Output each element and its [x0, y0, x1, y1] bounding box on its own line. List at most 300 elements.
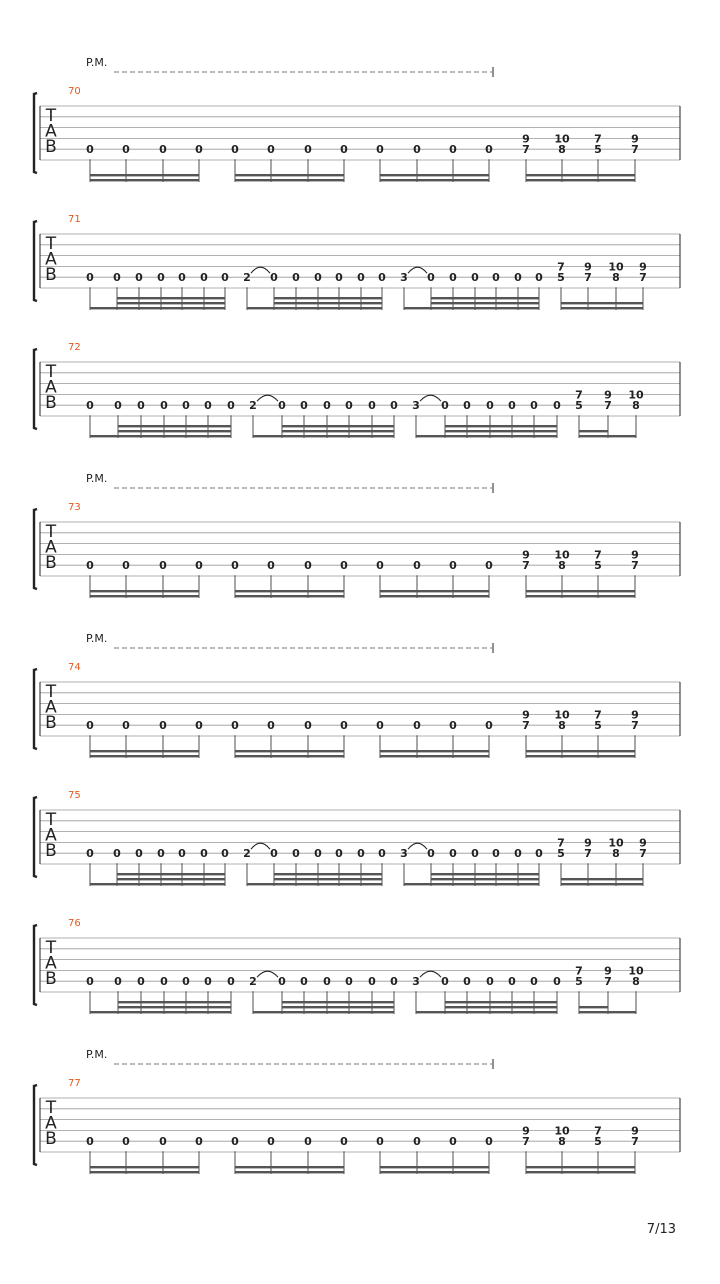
tab-note: 0 [200, 847, 208, 861]
tab-note: 0 [195, 143, 203, 157]
beam [90, 435, 231, 437]
beam [431, 878, 539, 880]
system-bracket [34, 509, 37, 589]
tab-note: 0 [390, 975, 398, 989]
beam [90, 179, 199, 181]
slide-arc [251, 267, 270, 273]
tab-note: 0 [304, 559, 312, 573]
beam [561, 883, 643, 885]
tab-note: 0 [221, 847, 229, 861]
system-bracket [34, 1085, 37, 1165]
tab-note: 0 [160, 975, 168, 989]
tab-note: 0 [159, 719, 167, 733]
tab-note: 0 [231, 143, 239, 157]
tab-note: 0 [137, 975, 145, 989]
palm-mute-label: P.M. [86, 1048, 108, 1061]
tab-note: 0 [535, 847, 543, 861]
chord-note-low: 7 [604, 975, 612, 989]
measure-number: 70 [68, 86, 81, 97]
tab-note: 0 [278, 399, 286, 413]
tab-note: 0 [267, 559, 275, 573]
tab-note: 0 [231, 719, 239, 733]
tab-clef-letter: T [45, 234, 57, 254]
beam [117, 873, 225, 875]
chord-note-high: 10 [628, 964, 644, 978]
chord-note-high: 9 [522, 132, 530, 146]
system-bracket [34, 669, 37, 749]
chord-note-high: 9 [522, 708, 530, 722]
chord-note-low: 7 [604, 399, 612, 413]
beam [90, 307, 225, 309]
beam [90, 750, 199, 752]
tab-clef-letter: T [45, 938, 57, 958]
tab-note: 0 [86, 399, 94, 413]
beam [380, 174, 489, 176]
chord-note-high: 7 [594, 1124, 602, 1138]
tab-note: 0 [195, 719, 203, 733]
chord-note-low: 5 [594, 719, 602, 733]
chord-note-low: 5 [594, 559, 602, 573]
chord-note-high: 9 [631, 1124, 639, 1138]
measure-number: 74 [68, 662, 81, 673]
chord-note-high: 7 [557, 260, 565, 274]
tab-clef-letter: A [45, 1113, 57, 1134]
chord-note-high: 9 [639, 260, 647, 274]
beam [282, 1006, 394, 1008]
chord-note-low: 8 [558, 719, 566, 733]
tab-note: 0 [113, 847, 121, 861]
beam [561, 302, 643, 304]
tab-clef-letter: A [45, 537, 57, 558]
tab-note: 0 [357, 847, 365, 861]
tab-note: 0 [340, 1135, 348, 1149]
tab-note: 0 [486, 399, 494, 413]
measure-number: 72 [68, 342, 81, 353]
tab-note: 0 [182, 975, 190, 989]
chord-note-low: 5 [557, 271, 565, 285]
beam [235, 590, 344, 592]
tab-note: 0 [427, 847, 435, 861]
beam [445, 430, 557, 432]
tab-note: 0 [335, 271, 343, 285]
tab-note: 0 [449, 847, 457, 861]
beam [380, 1171, 489, 1173]
tab-note: 0 [449, 271, 457, 285]
chord-note-high: 9 [631, 708, 639, 722]
chord-note-low: 5 [594, 1135, 602, 1149]
tab-note: 0 [113, 271, 121, 285]
tab-clef-letter: B [45, 969, 57, 989]
beam [247, 307, 382, 309]
tab-note: 0 [159, 559, 167, 573]
tab-note: 0 [345, 975, 353, 989]
beam [579, 430, 608, 432]
tab-note: 0 [86, 559, 94, 573]
tab-note: 0 [323, 975, 331, 989]
chord-note-low: 5 [575, 975, 583, 989]
chord-note-high: 9 [522, 548, 530, 562]
tab-note: 0 [508, 975, 516, 989]
tab-note: 0 [86, 847, 94, 861]
tab-note: 0 [485, 719, 493, 733]
tab-note: 0 [463, 975, 471, 989]
tab-note: 0 [376, 559, 384, 573]
tab-note: 0 [413, 143, 421, 157]
beam [274, 302, 382, 304]
tab-note: 0 [86, 1135, 94, 1149]
tab-note: 3 [400, 271, 408, 285]
chord-note-high: 10 [608, 836, 624, 850]
tab-note: 0 [122, 1135, 130, 1149]
beam [274, 873, 382, 875]
tab-note: 0 [159, 1135, 167, 1149]
tab-note: 0 [441, 399, 449, 413]
beam [247, 883, 382, 885]
slide-arc [420, 971, 441, 977]
tab-note: 0 [413, 1135, 421, 1149]
chord-note-high: 10 [608, 260, 624, 274]
tab-note: 0 [227, 399, 235, 413]
tab-note: 3 [412, 975, 420, 989]
slide-arc [251, 843, 270, 849]
beam [526, 1171, 635, 1173]
tab-note: 0 [304, 719, 312, 733]
tab-note: 0 [378, 847, 386, 861]
tab-note: 0 [182, 399, 190, 413]
measure-number: 75 [68, 790, 81, 801]
beam [431, 873, 539, 875]
chord-note-high: 9 [604, 388, 612, 402]
tab-clef-letter: T [45, 1098, 57, 1118]
tab-note: 0 [449, 143, 457, 157]
chord-note-high: 10 [554, 548, 570, 562]
beam [431, 297, 539, 299]
tab-note: 0 [340, 143, 348, 157]
beam [90, 883, 225, 885]
chord-note-low: 8 [558, 143, 566, 157]
chord-note-high: 10 [554, 708, 570, 722]
chord-note-high: 9 [584, 836, 592, 850]
beam [235, 595, 344, 597]
chord-note-high: 10 [554, 132, 570, 146]
tab-note: 0 [267, 719, 275, 733]
tab-note: 0 [492, 271, 500, 285]
tab-note: 0 [514, 847, 522, 861]
tab-note: 0 [270, 271, 278, 285]
beam [274, 878, 382, 880]
tab-system-76 [34, 918, 680, 1014]
tab-note: 0 [231, 1135, 239, 1149]
tab-note: 2 [243, 847, 251, 861]
tab-clef-letter: B [45, 393, 57, 413]
tab-clef-letter: T [45, 106, 57, 126]
beam [117, 302, 225, 304]
beam [526, 750, 635, 752]
tab-note: 0 [345, 399, 353, 413]
beam [445, 425, 557, 427]
chord-note-low: 8 [558, 559, 566, 573]
chord-note-low: 7 [584, 847, 592, 861]
tab-note: 0 [304, 143, 312, 157]
beam [445, 1001, 557, 1003]
beam [90, 590, 199, 592]
chord-note-low: 5 [575, 399, 583, 413]
beam [90, 1166, 199, 1168]
tab-note: 0 [449, 719, 457, 733]
tab-note: 0 [449, 1135, 457, 1149]
beam [90, 174, 199, 176]
chord-note-low: 8 [612, 271, 620, 285]
beam [380, 595, 489, 597]
system-bracket [34, 221, 37, 301]
beam [526, 755, 635, 757]
tab-note: 0 [413, 559, 421, 573]
tab-clef-letter: A [45, 377, 57, 398]
tab-note: 0 [204, 399, 212, 413]
tab-note: 0 [471, 271, 479, 285]
chord-note-high: 9 [631, 132, 639, 146]
tab-note: 0 [323, 399, 331, 413]
beam [526, 590, 635, 592]
chord-note-high: 9 [584, 260, 592, 274]
chord-note-low: 7 [522, 559, 530, 573]
slide-arc [420, 395, 441, 401]
beam [579, 1006, 608, 1008]
slide-arc [257, 395, 278, 401]
tab-note: 0 [227, 975, 235, 989]
tab-note: 0 [340, 719, 348, 733]
beam [90, 1011, 231, 1013]
tab-note: 0 [114, 975, 122, 989]
tab-note: 2 [249, 399, 257, 413]
chord-note-low: 5 [594, 143, 602, 157]
tab-note: 0 [553, 399, 561, 413]
tab-note: 0 [553, 975, 561, 989]
slide-arc [408, 267, 427, 273]
beam [282, 430, 394, 432]
chord-note-high: 9 [604, 964, 612, 978]
chord-note-low: 7 [631, 1135, 639, 1149]
measure-number: 73 [68, 502, 81, 513]
tab-note: 0 [314, 271, 322, 285]
tab-note: 0 [122, 559, 130, 573]
system-bracket [34, 349, 37, 429]
tab-system-70 [34, 56, 680, 182]
tab-note: 0 [463, 399, 471, 413]
tab-note: 0 [530, 975, 538, 989]
beam [404, 883, 539, 885]
beam [380, 1166, 489, 1168]
tab-note: 0 [300, 399, 308, 413]
tab-system-77 [34, 1048, 680, 1174]
beam [526, 179, 635, 181]
tab-note: 0 [335, 847, 343, 861]
tab-note: 0 [514, 271, 522, 285]
tab-note: 0 [137, 399, 145, 413]
tab-note: 0 [231, 559, 239, 573]
beam [380, 755, 489, 757]
beam [117, 297, 225, 299]
beam [235, 1166, 344, 1168]
tab-note: 0 [178, 847, 186, 861]
beam [90, 755, 199, 757]
palm-mute-label: P.M. [86, 56, 108, 69]
system-bracket [34, 93, 37, 173]
chord-note-low: 7 [639, 847, 647, 861]
tab-clef-letter: A [45, 825, 57, 846]
beam [118, 1006, 231, 1008]
palm-mute-label: P.M. [86, 472, 108, 485]
tab-note: 0 [204, 975, 212, 989]
chord-note-high: 7 [594, 132, 602, 146]
beam [561, 307, 643, 309]
tab-note: 0 [485, 143, 493, 157]
measure-number: 77 [68, 1078, 81, 1089]
tab-system-72 [34, 342, 680, 438]
palm-mute-label: P.M. [86, 632, 108, 645]
tab-note: 2 [243, 271, 251, 285]
beam [253, 1011, 394, 1013]
tab-clef-letter: A [45, 121, 57, 142]
beam [235, 179, 344, 181]
tab-note: 0 [508, 399, 516, 413]
chord-note-high: 7 [575, 964, 583, 978]
tab-clef-letter: T [45, 810, 57, 830]
tab-note: 0 [270, 847, 278, 861]
tab-note: 0 [195, 559, 203, 573]
tab-note: 0 [114, 399, 122, 413]
chord-note-high: 10 [628, 388, 644, 402]
tab-note: 0 [485, 559, 493, 573]
chord-note-high: 9 [522, 1124, 530, 1138]
chord-note-low: 8 [558, 1135, 566, 1149]
tab-clef-letter: A [45, 697, 57, 718]
chord-note-low: 7 [631, 719, 639, 733]
tab-clef-letter: A [45, 249, 57, 270]
tab-note: 0 [292, 847, 300, 861]
tab-system-75 [34, 790, 680, 886]
tab-system-71 [34, 214, 680, 310]
tab-note: 0 [535, 271, 543, 285]
tab-note: 0 [441, 975, 449, 989]
tab-note: 0 [486, 975, 494, 989]
chord-note-low: 7 [584, 271, 592, 285]
tab-note: 0 [221, 271, 229, 285]
beam [380, 590, 489, 592]
tab-note: 0 [368, 975, 376, 989]
chord-note-low: 8 [632, 975, 640, 989]
tab-note: 0 [368, 399, 376, 413]
tab-clef-letter: B [45, 265, 57, 285]
tab-note: 0 [314, 847, 322, 861]
tab-clef-letter: B [45, 553, 57, 573]
tab-note: 0 [86, 271, 94, 285]
tab-note: 0 [157, 847, 165, 861]
tab-note: 0 [304, 1135, 312, 1149]
measure-number: 76 [68, 918, 81, 929]
beam [235, 750, 344, 752]
tab-note: 3 [412, 399, 420, 413]
tab-note: 2 [249, 975, 257, 989]
beam [253, 435, 394, 437]
tab-note: 0 [449, 559, 457, 573]
beam [90, 595, 199, 597]
tab-note: 0 [86, 143, 94, 157]
tab-note: 0 [378, 271, 386, 285]
tab-note: 0 [86, 719, 94, 733]
tab-note: 0 [376, 1135, 384, 1149]
chord-note-low: 7 [631, 143, 639, 157]
beam [579, 435, 636, 437]
tab-note: 0 [157, 271, 165, 285]
tab-note: 0 [267, 143, 275, 157]
tab-clef-letter: T [45, 682, 57, 702]
chord-note-high: 7 [594, 548, 602, 562]
beam [431, 302, 539, 304]
chord-note-low: 8 [612, 847, 620, 861]
tab-note: 0 [278, 975, 286, 989]
beam [380, 179, 489, 181]
chord-note-low: 8 [632, 399, 640, 413]
beam [416, 1011, 557, 1013]
tab-note: 0 [390, 399, 398, 413]
beam [445, 1006, 557, 1008]
chord-note-low: 7 [522, 143, 530, 157]
measure-number: 71 [68, 214, 81, 225]
tab-clef-letter: B [45, 1129, 57, 1149]
tab-note: 0 [427, 271, 435, 285]
tab-note: 0 [122, 143, 130, 157]
tab-note: 0 [485, 1135, 493, 1149]
chord-note-low: 5 [557, 847, 565, 861]
tab-note: 0 [160, 399, 168, 413]
tab-note: 0 [340, 559, 348, 573]
tab-note: 0 [376, 143, 384, 157]
slide-arc [408, 843, 427, 849]
tab-clef-letter: B [45, 137, 57, 157]
beam [526, 595, 635, 597]
tab-note: 0 [471, 847, 479, 861]
page-number: 7/13 [646, 1222, 676, 1237]
tab-note: 0 [357, 271, 365, 285]
slide-arc [257, 971, 278, 977]
beam [118, 425, 231, 427]
tab-system-74 [34, 632, 680, 758]
tab-note: 0 [267, 1135, 275, 1149]
tab-note: 0 [292, 271, 300, 285]
chord-note-high: 10 [554, 1124, 570, 1138]
beam [117, 878, 225, 880]
beam [282, 1001, 394, 1003]
beam [416, 435, 557, 437]
tab-note: 0 [178, 271, 186, 285]
tab-note: 0 [413, 719, 421, 733]
tab-note: 0 [135, 271, 143, 285]
beam [235, 174, 344, 176]
beam [526, 174, 635, 176]
tab-note: 0 [135, 847, 143, 861]
beam [118, 430, 231, 432]
tab-note: 3 [400, 847, 408, 861]
chord-note-high: 7 [557, 836, 565, 850]
tab-note: 0 [200, 271, 208, 285]
beam [235, 1171, 344, 1173]
tab-note: 0 [376, 719, 384, 733]
chord-note-high: 9 [631, 548, 639, 562]
chord-note-low: 7 [631, 559, 639, 573]
chord-note-low: 7 [522, 1135, 530, 1149]
beam [526, 1166, 635, 1168]
